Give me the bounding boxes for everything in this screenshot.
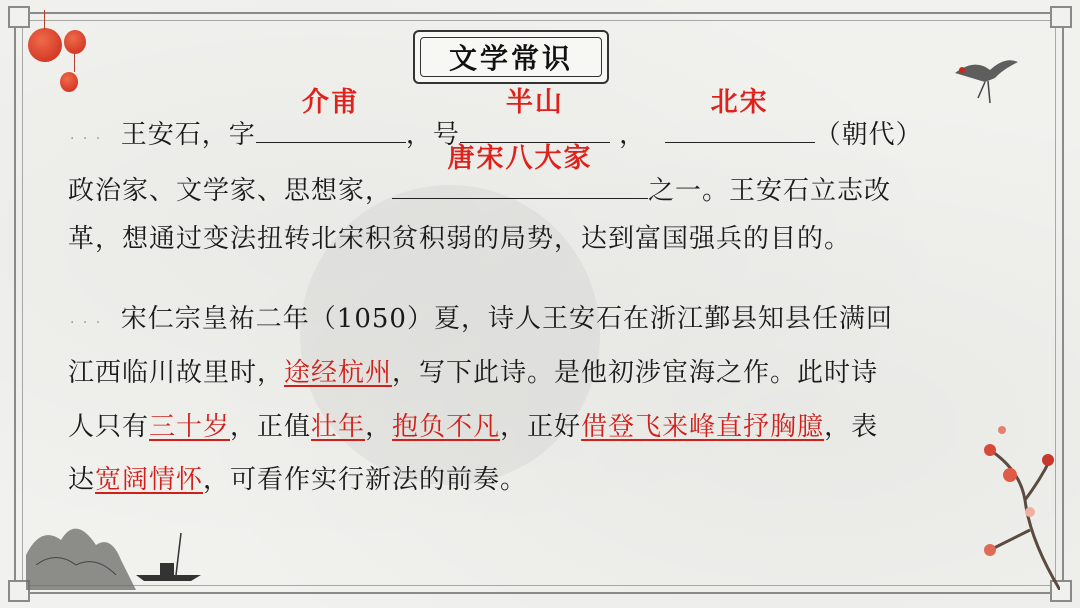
para2-line1 — [70, 304, 893, 338]
text-segment: ，可看作实行新法的前奏。 — [203, 465, 528, 495]
text-segment: ，表 — [824, 412, 879, 442]
para2-line2 — [68, 358, 878, 388]
text-segment: ， — [619, 120, 647, 150]
text-segment: ， — [365, 412, 393, 442]
highlight-text: 途经杭州 — [284, 358, 393, 388]
text-segment: 王安石，字 — [120, 120, 256, 150]
landscape-icon — [26, 505, 226, 590]
answer-group: 唐宋八大家 — [447, 143, 593, 174]
fill-blank-zi — [256, 87, 406, 143]
text-segment: 宋仁宗皇祐二年（1050）夏，诗人王安石在浙江鄞县知县任满回 — [120, 304, 893, 334]
text-segment: ，正值 — [230, 412, 312, 442]
highlight-text: 壮年 — [311, 412, 366, 442]
highlight-text: 抱负不凡 — [392, 412, 501, 442]
plum-blossom-icon — [930, 400, 1060, 590]
text-segment: 人只有 — [68, 412, 150, 442]
title-frame — [413, 30, 609, 84]
fill-blank-hao — [460, 87, 610, 143]
para1-line2 — [68, 143, 892, 206]
frame-corner — [8, 6, 30, 28]
indent-dots: · · · — [70, 131, 103, 147]
text-segment: 达 — [68, 465, 96, 495]
text-segment: ，号 — [405, 120, 460, 150]
text-segment: 之一。王安石立志改 — [648, 176, 892, 206]
crane-icon — [950, 48, 1020, 108]
para2-line4 — [68, 465, 527, 495]
answer-hao: 半山 — [505, 87, 564, 118]
text-segment: 江西临川故里时， — [68, 358, 285, 388]
highlight-text: 三十岁 — [149, 412, 231, 442]
text-segment: ，正好 — [500, 412, 582, 442]
indent-dots: · · · — [70, 315, 103, 331]
answer-zi: 介甫 — [301, 87, 360, 118]
text-segment: （朝代） — [814, 120, 923, 150]
fill-blank-dynasty — [665, 87, 815, 143]
para2-line3 — [68, 412, 878, 442]
text-segment: ，写下此诗。是他初涉宦海之作。此时诗 — [392, 358, 879, 388]
highlight-text: 借登飞来峰直抒胸臆 — [581, 412, 825, 442]
highlight-text: 宽阔情怀 — [95, 465, 204, 495]
fill-blank-group — [392, 143, 648, 199]
answer-dynasty: 北宋 — [710, 87, 769, 118]
text-segment: 政治家、文学家、思想家， — [68, 176, 393, 206]
frame-corner — [1050, 6, 1072, 28]
para1-line3: 革，想通过变法扭转北宋积贫积弱的局势，达到富国强兵的目的。 — [68, 224, 852, 254]
page-title: 文学常识 — [448, 42, 573, 75]
